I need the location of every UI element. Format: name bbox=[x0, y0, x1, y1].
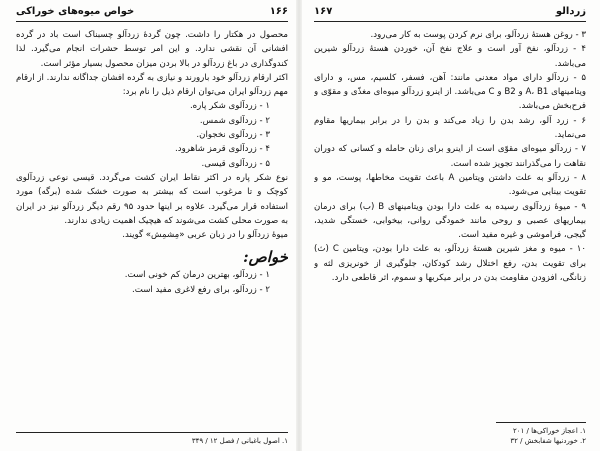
variety-item: ۴ - زردآلوی قرمز شاهرود. bbox=[175, 144, 270, 155]
right-item: ۱۰ - میوه و مغز شیرین هستهٔ زردآلو، به علت دارا بودن، ویتامین C (ث) برای تقویت بدن، رفع اختلال رشد کودکان، جلوگیری از خونریزی لثه و زنانگی، افزودن مقاومت بدن در برابر میکربها و سموم، اثر قاطعی دارد. bbox=[314, 244, 586, 284]
left-page bbox=[16, 6, 288, 446]
property-item: ۱ - زردآلو، بهترین درمان کم خونی است. bbox=[124, 270, 270, 281]
right-page-footnotes bbox=[314, 422, 586, 446]
left-footnote: ۱. اصول باغبانی / فصل ۱۲ / ۳۴۹ bbox=[191, 437, 288, 445]
variety-item: ۳ - زردآلوی نخجوان. bbox=[196, 130, 270, 141]
right-footnote: ۱. اعجاز خوراکی‌ها / ۲۰۱ bbox=[513, 427, 586, 435]
left-page-number: ۱۶۶ bbox=[269, 6, 288, 17]
arabic-name-paragraph: میوهٔ زردآلو را در زبان عربی «مِشمِش» گویند. bbox=[122, 230, 288, 241]
right-item: ۷ - زردآلو میوه‌ای مقوّی است از اینرو برای زنان حامله و کسانی که دوران نقاهت را می‌گذرانند تجویز شده است. bbox=[314, 144, 586, 169]
variety-item: ۵ - زردآلوی قیسی. bbox=[201, 158, 270, 169]
left-page-header bbox=[16, 6, 288, 22]
right-item: ۹ - میوهٔ زردآلوی رسیده به علت دارا بودن ویتامینهای B (ب) برای درمان بیماریهای عصبی و روحی مانند خمودگی روانی، بیخوابی، خستگی شدید، گیجی، فراموشی و غیره مفید است. bbox=[314, 201, 586, 241]
right-page-header bbox=[314, 6, 586, 22]
right-page bbox=[314, 6, 586, 446]
left-page-footer bbox=[16, 432, 288, 446]
after-list-paragraph: نوع شکر پاره در اکثر نقاط ایران کشت می‌گردد. قیسی نوعی زردآلوی کوچک و تا مرغوب است که بیشتر به صورت خشک شده (برگه) مورد استفاده قرار می‌گیرد. علاوه بر اینها حدود ۹۵ رقم دیگر زردآلو نیز در ایران به صورت محلی کشت می‌شوند که هیچیک اهمیت زیادی ندارند. bbox=[16, 172, 288, 226]
right-page-title: زردآلو bbox=[555, 6, 586, 17]
right-item: ۸ - زردآلو به علت داشتن ویتامین A باعث تقویت مخاطها، پوست، مو و تقویت بینایی می‌شود. bbox=[314, 172, 586, 198]
right-page-number: ۱۶۷ bbox=[314, 6, 333, 17]
properties-heading: خواص: bbox=[243, 248, 288, 267]
variety-item: ۲ - زردآلوی شمس. bbox=[199, 115, 270, 126]
varieties-intro: اکثر ارقام زردآلو خود بارورند و نیازی به گرده افشان جداگانه ندارند. از ارقام مهم زردآلو ایران می‌توان ارقام ذیل را نام برد: bbox=[16, 72, 288, 98]
right-item: ۶ - زرد آلو، رشد بدن را زیاد می‌کند و بدن را در برابر بیماریها مقاوم می‌نماید. bbox=[314, 115, 586, 141]
book-gutter bbox=[296, 0, 302, 451]
property-item: ۲ - زردآلو، برای رفع لاغری مفید است. bbox=[132, 284, 270, 295]
right-footnote: ۲. خوردنیها شفابخش / ۳۲ bbox=[510, 437, 586, 445]
variety-item: ۱ - زردآلوی شکر پاره. bbox=[189, 101, 270, 112]
right-item: ۳ - روغن هستهٔ زردآلو، برای نرم کردن پوست به کار می‌رود. bbox=[370, 30, 586, 40]
right-item: ۵ - زردآلو دارای مواد معدنی مانند: آهن، فسفر، کلسیم، مس، و دارای ویتامینهای A، B1 و B2 و C می‌باشد. از اینرو زردآلو میوه‌ای مغذّی و مقوّی و فرح‌بخش می‌باشد. bbox=[314, 72, 586, 112]
footnote-rule bbox=[496, 422, 586, 423]
left-page-title: خواص میوه‌های خوراکی bbox=[16, 6, 135, 17]
right-item: ۴ - زردآلو، نفخ آور است و علاج نفخ آن، خوردن هستهٔ زردآلو شیرین می‌باشد. bbox=[314, 44, 586, 69]
left-intro-paragraph: محصول در هکتار را داشت. چون گردهٔ زردآلو چسبناک است باد در گرده افشانی آن نقشی ندارد. و این امر توسط حشرات انجام می‌گیرد. لذا کندوگذاری در باغ زردآلو در بالا بردن میزان محصول بسیار مؤثر است. bbox=[16, 30, 288, 69]
